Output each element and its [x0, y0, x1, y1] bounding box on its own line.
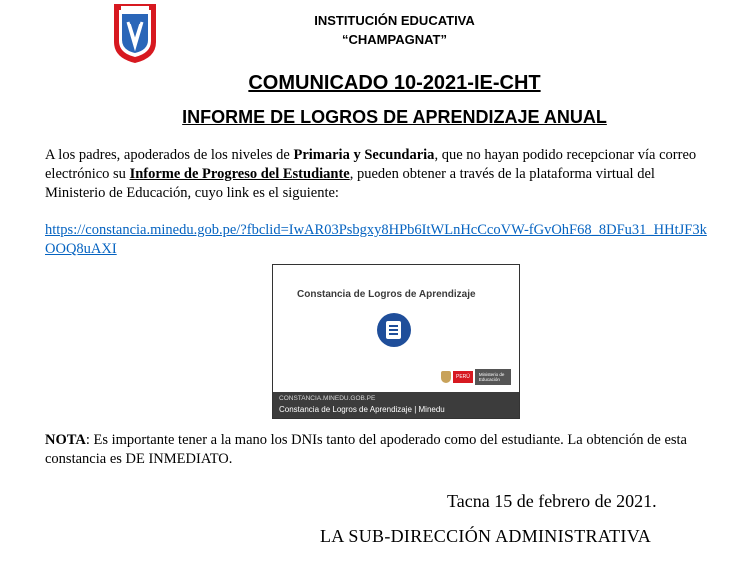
card-url: CONSTANCIA.MINEDU.GOB.PE: [279, 395, 376, 402]
card-footer-title: Constancia de Logros de Aprendizaje | Minedu: [279, 405, 445, 414]
para-text-1: A los padres, apoderados de los niveles de: [45, 147, 294, 163]
card-footer: [273, 392, 519, 418]
body-paragraph: [45, 146, 710, 203]
document-subtitle: INFORME DE LOGROS DE APRENDIZAJE ANUAL: [182, 107, 607, 127]
nota-paragraph: [45, 431, 710, 469]
document-date: Tacna 15 de febrero de 2021.: [447, 491, 657, 511]
nota-label: NOTA: [45, 432, 86, 448]
signature: LA SUB-DIRECCIÓN ADMINISTRATIVA: [320, 526, 651, 546]
para-text-3: , pueden obtener a través de la plataforma virtual del Ministerio de Educación, cuyo link es el siguiente:: [45, 166, 655, 201]
card-title: Constancia de Logros de Aprendizaje: [297, 289, 476, 300]
peru-shield-icon: [441, 371, 451, 383]
constancia-link[interactable]: https://constancia.minedu.gob.pe/?fbclid=IwAR03Psbgxy8HPb6ItWLnHcCcoVW-fGvOhF68_8DFu31_HHtJF3kOOQ8uAXI: [45, 222, 707, 257]
document-title: COMUNICADO 10-2021-IE-CHT: [248, 72, 541, 94]
institution-name-line2: “CHAMPAGNAT”: [342, 32, 447, 47]
peru-label: PERÚ: [453, 371, 473, 383]
nota-text: : Es importante tener a la mano los DNIs tanto del apoderado como del estudiante. La obtención de esta constancia es DE INMEDIATO.: [45, 432, 687, 467]
minedu-logo: [441, 370, 511, 384]
para-bold-levels: Primaria y Secundaria: [293, 147, 435, 163]
para-text-2: , que no hayan podido recepcionar vía correo electrónico su: [45, 147, 697, 182]
constancia-preview-card[interactable]: [272, 264, 520, 419]
institution-name-line1: INSTITUCIÓN EDUCATIVA: [314, 13, 475, 28]
ministry-label: Ministerio de Educación: [475, 369, 511, 385]
document-icon-sheet: [386, 321, 401, 339]
para-bold-report: Informe de Progreso del Estudiante: [129, 166, 350, 182]
